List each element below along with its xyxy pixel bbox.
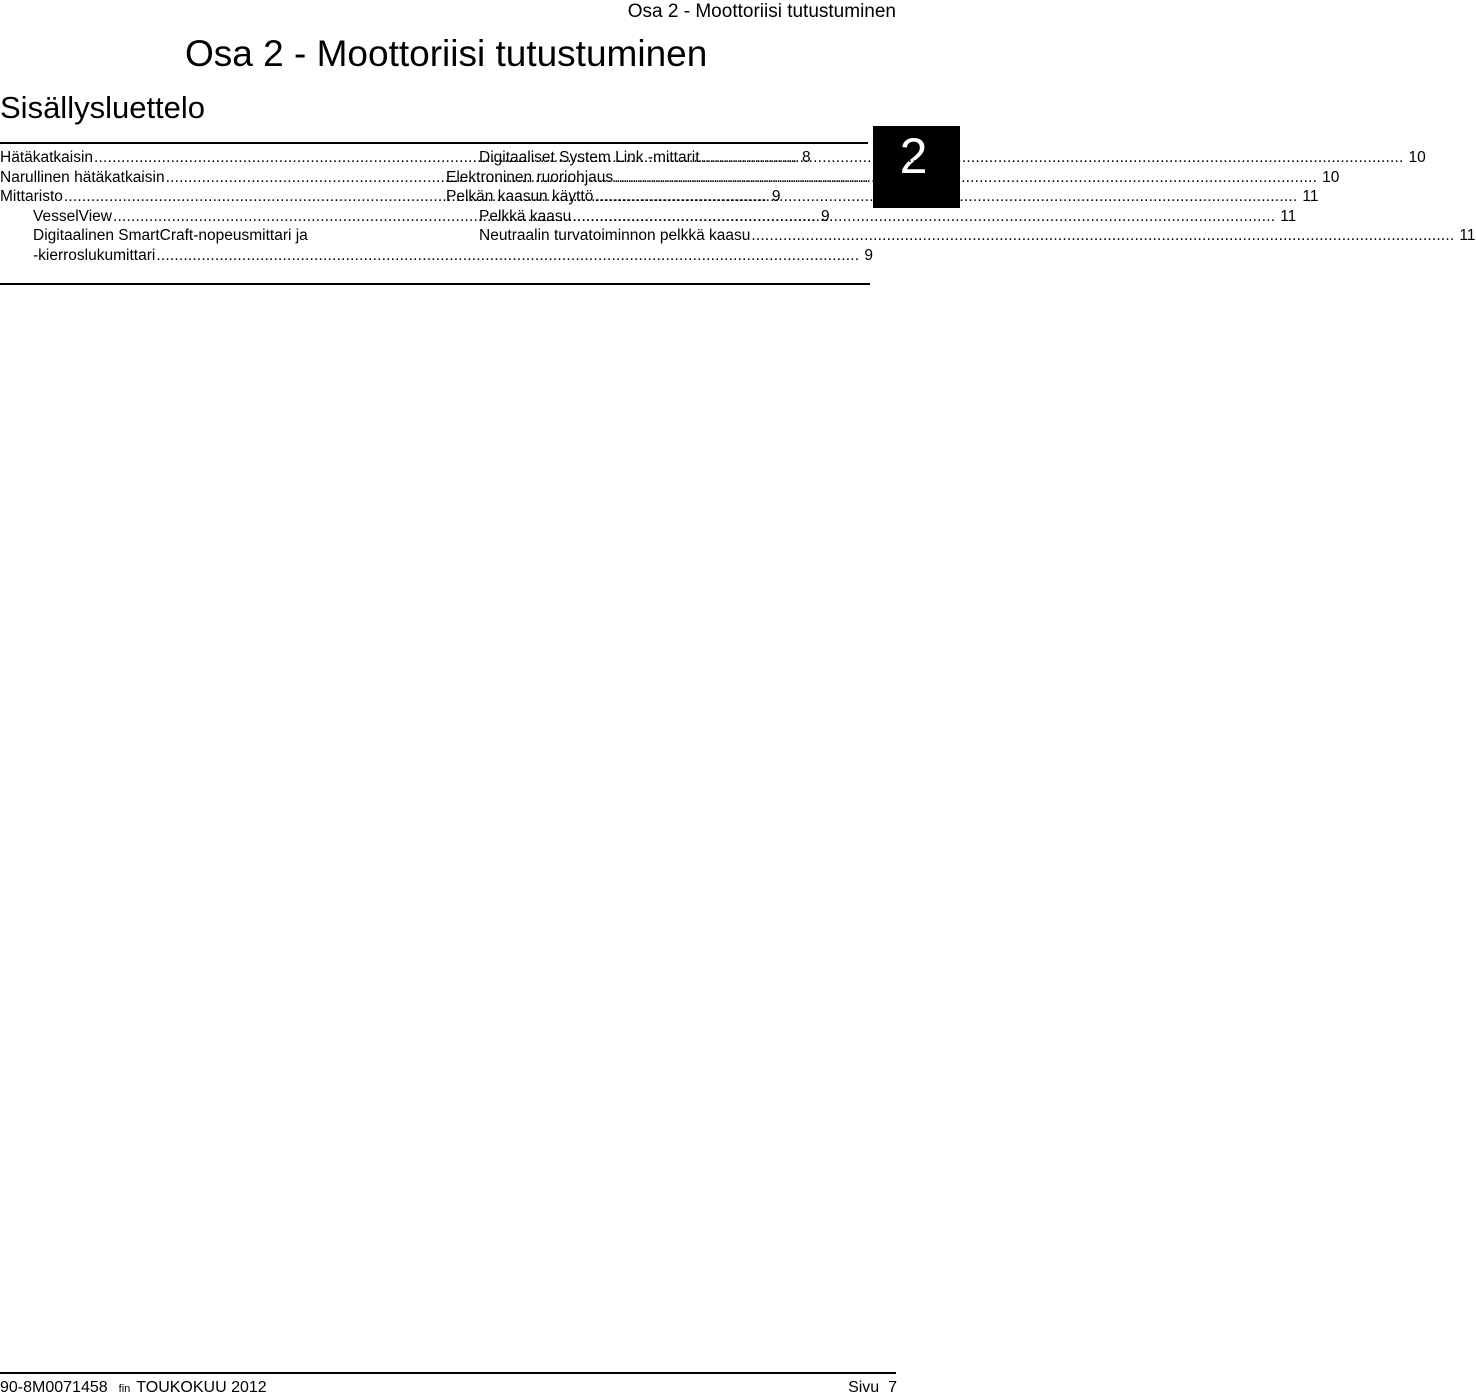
chapter-tab-number: 2 (899, 128, 928, 184)
toc-entry-page: 8 (873, 168, 883, 186)
toc-entry[interactable] (0, 246, 873, 266)
toc-entry-page: 10 (1322, 168, 1340, 186)
running-header: Osa 2 - Moottoriisi tutustuminen (627, 1, 896, 22)
toc-entry[interactable] (446, 207, 1297, 227)
toc-entry-page: 11 (1459, 227, 1476, 244)
toc-top-rule (0, 142, 868, 144)
language-code: fin (118, 1383, 131, 1395)
page-label: Sivu (848, 1379, 880, 1396)
toc-entry-title: Narullinen hätäkatkaisin (0, 168, 165, 186)
toc-entry-page: 9 (820, 207, 830, 225)
toc-leader-dots (593, 187, 1297, 207)
toc-leader-dots (613, 168, 1317, 188)
toc-entry-title: VesselView (33, 207, 112, 225)
toc-entry-title: Pelkkä kaasu (479, 207, 572, 225)
toc-entry-page: 9 (771, 188, 781, 205)
toc-entry-title: Digitaaliset System Link -mittarit (479, 149, 700, 166)
toc-right-column (446, 148, 1476, 246)
doc-number: 90-8M0071458 (0, 1379, 108, 1396)
toc-leader-dots (155, 246, 859, 266)
toc-entry[interactable] (446, 148, 1426, 168)
toc-entry-first-line[interactable] (0, 226, 424, 246)
footer-right (848, 1378, 897, 1398)
footer-rule (0, 1372, 896, 1374)
toc-entry-page: 8 (802, 149, 811, 166)
toc-entry-title: Pelkän kaasun käyttö (446, 188, 594, 205)
toc-entry-title: -kierroslukumittari (33, 246, 156, 264)
toc-entry-title: Mittaristo (0, 188, 63, 205)
toc-entry-title: Neutraalin turvatoiminnon pelkkä kaasu (479, 227, 751, 244)
toc-entry-title: Hätäkatkaisin (0, 149, 94, 166)
toc-bottom-rule (0, 283, 870, 285)
chapter-title: Osa 2 - Moottoriisi tutustuminen (185, 33, 708, 74)
page-number: 7 (888, 1379, 897, 1396)
publication-date: TOUKOKUU 2012 (136, 1379, 267, 1396)
toc-leader-dots (571, 207, 1275, 227)
toc-entry[interactable] (446, 187, 1319, 207)
footer-left (0, 1378, 267, 1399)
toc-entry[interactable] (446, 226, 1476, 246)
toc-entry-title: Elektroninen ruoriohjaus (446, 168, 614, 186)
toc-leader-dots (750, 226, 1454, 246)
toc-entry-page: 10 (1408, 149, 1426, 166)
toc-entry-page: 11 (1280, 207, 1297, 225)
toc-entry-page: 11 (1302, 188, 1319, 205)
toc-heading: Sisällysluettelo (0, 90, 206, 125)
toc-entry-page: 9 (864, 246, 873, 264)
toc-entry-title-line1: Digitaalinen SmartCraft-nopeusmittari ja (33, 227, 308, 244)
toc-leader-dots (700, 148, 1404, 168)
toc-entry[interactable] (446, 168, 1340, 188)
